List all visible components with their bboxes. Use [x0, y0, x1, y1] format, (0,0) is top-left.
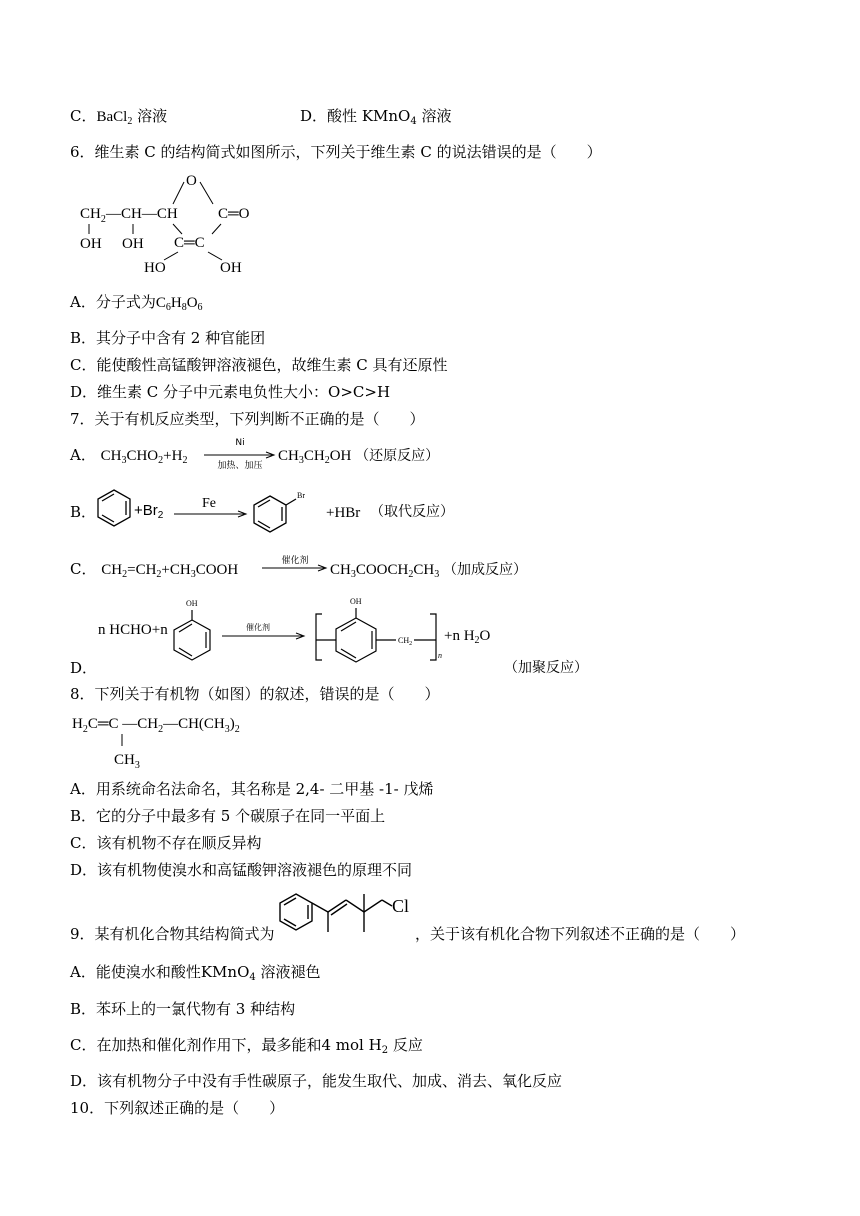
bracket-right-icon — [430, 614, 436, 660]
q7-c-arrow — [262, 553, 328, 575]
reactants: $CH_2=CH_2+CH_3COOH$ — [101, 562, 239, 580]
q7-c-products: $CH_3COOCH_2CH_3$ （加成反应） — [330, 562, 527, 580]
condition-bottom: 加热、加压 — [217, 461, 263, 471]
ring-oxygen: O — [186, 173, 197, 189]
q9-option-c: C．在加热和催化剂作用下，最多能和4 mol $H_2$ 反应 — [70, 1036, 423, 1056]
condition-top: Ni — [235, 438, 245, 448]
q8-stem: 8．下列关于有机物（如图）的叙述，错误的是（ ） — [70, 685, 440, 703]
reactants: n HCHO+n — [98, 622, 168, 638]
bracket-left-icon — [316, 614, 322, 660]
svg-text:CH3: $CH_3$ — [114, 752, 140, 770]
q7-option-b-label: B． — [70, 503, 97, 521]
reaction-type: （取代反应） — [370, 505, 454, 520]
condition: 催化剂 — [246, 623, 270, 632]
q7-option-c: C． $CH_2=CH_2+CH_3COOH$ — [70, 560, 239, 580]
q7-d-type: （加聚反应） — [504, 660, 588, 676]
reactants: $CH_3CHO_2+H_2$ — [100, 448, 188, 466]
condition: Fe — [202, 496, 216, 511]
q5-option-d — [300, 106, 452, 126]
q7-d-reaction — [96, 592, 516, 668]
q9-option-a: A．能使溴水和酸性KMnO$_4$ 溶液褪色 — [70, 963, 321, 983]
q6-option-d: D．维生素 C 分子中元素电负性大小：O>C>H — [70, 383, 391, 401]
q8-option-a: A．用系统命名法命名，其名称是 2,4- 二甲基 -1- 戊烯 — [70, 780, 434, 798]
formula: BaCl — [96, 109, 128, 125]
q7-a-products: $CH_3CH_2OH$ （还原反应） — [278, 448, 440, 466]
phenol-ring-icon — [174, 610, 210, 660]
carbonyl: C═O — [218, 206, 250, 222]
benzene-ring-icon — [280, 894, 392, 932]
reaction-type: （加成反应） — [442, 562, 527, 578]
reaction-type: （还原反应） — [355, 448, 440, 464]
hydroxyl-3: HO — [144, 260, 166, 276]
chain-ch2: $CH_2$ — [80, 206, 106, 225]
q8-option-d: D．该有机物使溴水和高锰酸钾溶液褪色的原理不同 — [70, 861, 413, 879]
vitamin-c-structure — [74, 166, 274, 278]
q9-structure — [276, 886, 422, 942]
q8-structure — [70, 706, 290, 770]
q10-stem: 10．下列叙述正确的是（ ） — [70, 1099, 285, 1117]
q9-stem-suffix: ，关于该有机化合物下列叙述不正确的是（ ） — [415, 925, 746, 943]
q6-option-b: B．其分子中含有 2 种官能团 — [70, 329, 266, 347]
hydroxyl-1: OH — [80, 236, 102, 252]
option-label: D．酸性 — [300, 107, 358, 125]
hbr: +HBr — [326, 505, 361, 521]
svg-text:CH2: $CH_2$ — [398, 636, 413, 647]
hydroxyl-label: OH — [350, 597, 362, 606]
molecular-formula: $C_6H_8O_6$ — [155, 295, 203, 313]
ene-bond: C═C — [174, 235, 205, 251]
q8-option-c: C．该有机物不存在顺反异构 — [70, 834, 262, 852]
benzene-ring-icon — [98, 490, 130, 526]
q7-option-a: A． $CH_3CHO_2+H_2$ — [70, 446, 188, 466]
hydroxyl-4: OH — [220, 260, 242, 276]
svg-text:+Br2: $+Br_2$ — [134, 502, 164, 521]
option-text: 溶液 — [421, 107, 452, 125]
q7-b-reaction — [94, 484, 474, 540]
q8-option-b: B．它的分子中最多有 5 个碳原子在同一平面上 — [70, 807, 386, 825]
svg-text:+n H2O: +n $H_2O$ — [444, 628, 491, 646]
bromo-label: Br — [297, 491, 305, 500]
hydroxyl-label: OH — [186, 599, 198, 608]
svg-text:H2C═C —CH2—CH(CH3)2: $H_2C═C$ $—CH_2—CH(CH_3)_2$ — [72, 716, 240, 735]
q7-a-arrow — [204, 438, 276, 470]
q9-stem-prefix: 9．某有机化合物其结构简式为 — [70, 925, 275, 943]
q5-option-c — [70, 106, 167, 127]
option-label: C． — [70, 107, 97, 125]
q6-option-a: A．分子式为$C_6H_8O_6$ — [70, 293, 203, 313]
polymer-ring-icon — [316, 608, 436, 662]
formula-sub: 2 — [127, 116, 133, 127]
condition: 催化剂 — [281, 556, 309, 566]
bromobenzene-ring-icon — [254, 496, 296, 532]
q6-option-c: C．能使酸性高锰酸钾溶液褪色，故维生素 C 具有还原性 — [70, 356, 448, 374]
chain-ch-ch: —CH—CH — [106, 206, 178, 222]
hydroxyl-2: OH — [122, 236, 144, 252]
q9-option-b: B．苯环上的一氯代物有 3 种结构 — [70, 1000, 296, 1018]
q7-stem: 7．关于有机反应类型，下列判断不正确的是（ ） — [70, 410, 425, 428]
option-text: 溶液 — [137, 107, 168, 125]
chlorine-label: Cl — [392, 896, 410, 916]
q7-option-d-label: D． — [70, 659, 98, 677]
formula-sub: 4 — [410, 116, 417, 127]
formula: KMnO — [361, 107, 411, 125]
q6-stem: 6．维生素 C 的结构简式如图所示，下列关于维生素 C 的说法错误的是（ ） — [70, 143, 602, 161]
q9-option-d: D．该有机物分子中没有手性碳原子，能发生取代、加成、消去、氧化反应 — [70, 1072, 563, 1090]
degree-n: n — [438, 651, 442, 660]
